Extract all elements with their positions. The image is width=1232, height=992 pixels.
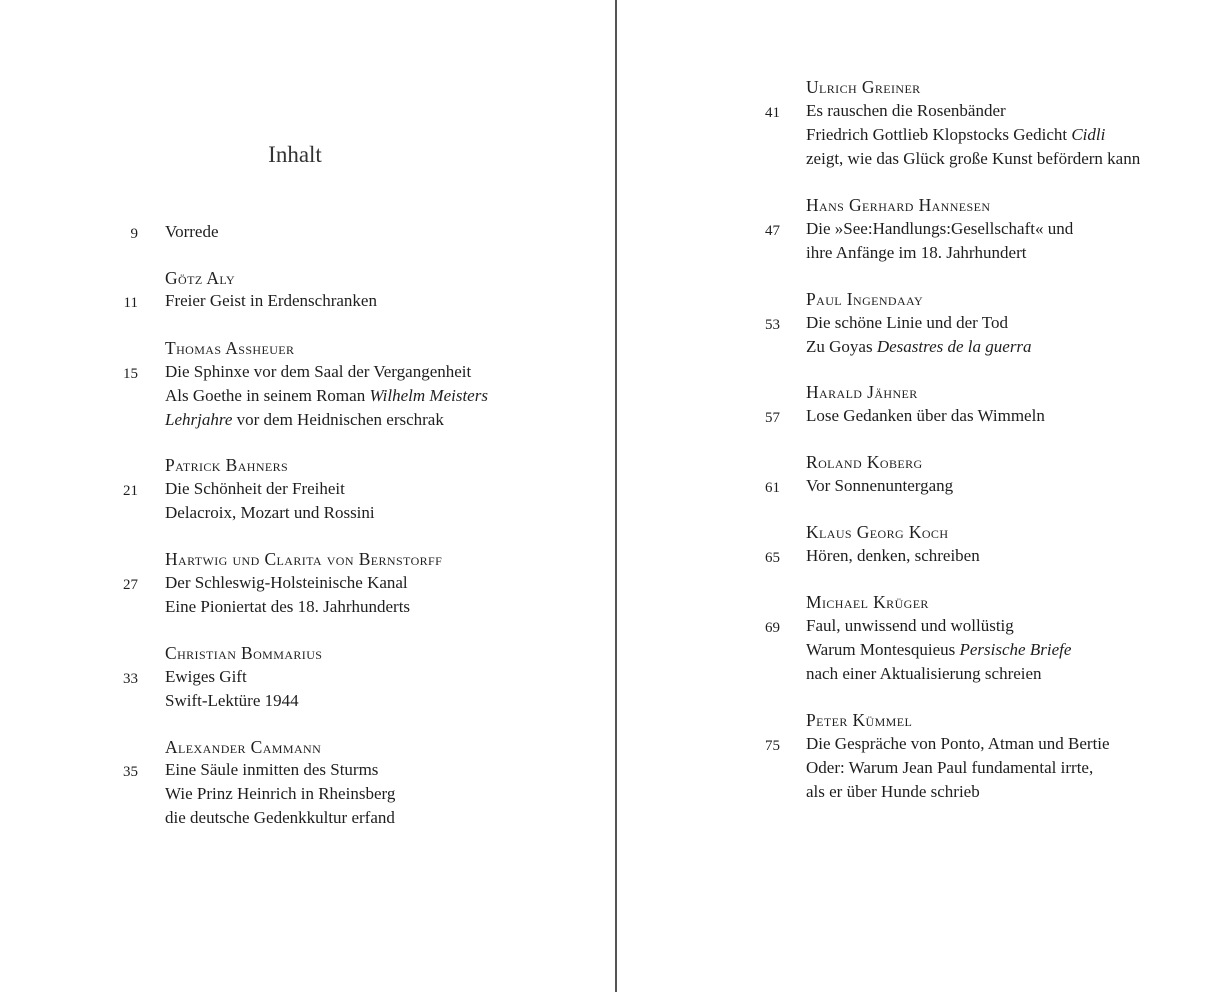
entry-author: Ulrich Greiner [806, 77, 921, 97]
entry-author: Michael Krüger [806, 592, 929, 612]
page-number: 27 [123, 577, 138, 593]
page-number: 65 [765, 550, 780, 566]
entry-title: Die Gespräche von Ponto, Atman und Bertie [806, 734, 1110, 753]
entry-subtitle: Zu Goyas Desastres de la guerra [806, 337, 1032, 356]
page-number: 69 [765, 620, 780, 636]
entry-title: Vorrede [165, 222, 219, 241]
page-number: 57 [765, 410, 780, 426]
entry-title: Es rauschen die Rosenbänder [806, 101, 1006, 120]
entry-subtitle: Swift-Lektüre 1944 [165, 691, 299, 710]
entry-author: Thomas Assheuer [165, 338, 295, 358]
entry-author: Klaus Georg Koch [806, 522, 949, 542]
entry-author: Roland Koberg [806, 452, 923, 472]
page-number: 15 [123, 366, 138, 382]
toc-title: Inhalt [268, 142, 322, 167]
entry-subtitle: ihre Anfänge im 18. Jahrhundert [806, 243, 1027, 262]
entry-author: Christian Bommarius [165, 643, 323, 663]
entry-subtitle: Delacroix, Mozart und Rossini [165, 503, 375, 522]
entry-title: Die »See:Handlungs:Gesellschaft« und [806, 219, 1074, 238]
entry-subtitle: die deutsche Gedenkkultur erfand [165, 808, 395, 827]
entry-subtitle: Warum Montesquieus Persische Briefe [806, 640, 1072, 659]
entry-title: Ewiges Gift [165, 667, 247, 686]
entry-subtitle: Eine Pioniertat des 18. Jahrhunderts [165, 597, 411, 616]
entry-author: Alexander Cammann [165, 737, 322, 757]
page-number: 35 [123, 764, 138, 780]
page-number: 33 [123, 671, 138, 687]
entry-title: Vor Sonnenuntergang [806, 476, 954, 495]
entry-title: Die Schönheit der Freiheit [165, 479, 345, 498]
entry-subtitle: Als Goethe in seinem Roman Wilhelm Meisters [165, 386, 488, 405]
entry-author: Hans Gerhard Hannesen [806, 195, 991, 215]
page-number: 53 [765, 317, 780, 333]
entry-subtitle: nach einer Aktualisierung schreien [806, 664, 1042, 683]
entry-title: Faul, unwissend und wollüstig [806, 616, 1014, 635]
entry-author: Götz Aly [165, 268, 236, 288]
entry-author: Harald Jähner [806, 382, 918, 402]
entry-subtitle: Lehrjahre vor dem Heidnischen erschrak [165, 410, 444, 429]
page-number: 21 [123, 483, 138, 499]
entry-title: Die Sphinxe vor dem Saal der Vergangenheit [165, 362, 472, 381]
entry-subtitle: Friedrich Gottlieb Klopstocks Gedicht Cidli [806, 125, 1106, 144]
page-number: 9 [130, 226, 138, 242]
entry-title: Der Schleswig-Holsteinische Kanal [165, 573, 408, 592]
entry-author: Paul Ingendaay [806, 289, 924, 309]
page-number: 41 [765, 105, 780, 121]
page-number: 75 [765, 738, 780, 754]
entry-subtitle: als er über Hunde schrieb [806, 782, 980, 801]
right-page [618, 0, 1232, 992]
entry-author: Peter Kümmel [806, 710, 913, 730]
entry-title: Lose Gedanken über das Wimmeln [806, 406, 1045, 425]
page-number: 47 [765, 223, 780, 239]
entry-author: Hartwig und Clarita von Bernstorff [165, 549, 443, 569]
left-page [0, 0, 615, 992]
page-gutter [615, 0, 617, 992]
entry-subtitle: zeigt, wie das Glück große Kunst befördern kann [806, 149, 1141, 168]
entry-title: Freier Geist in Erdenschranken [165, 291, 377, 310]
entry-title: Die schöne Linie und der Tod [806, 313, 1008, 332]
page-number: 61 [765, 480, 780, 496]
entry-title: Eine Säule inmitten des Sturms [165, 760, 379, 779]
entry-subtitle: Wie Prinz Heinrich in Rheinsberg [165, 784, 396, 803]
entry-author: Patrick Bahners [165, 455, 289, 475]
entry-subtitle: Oder: Warum Jean Paul fundamental irrte, [806, 758, 1094, 777]
page-number: 11 [123, 295, 138, 311]
entry-title: Hören, denken, schreiben [806, 546, 980, 565]
